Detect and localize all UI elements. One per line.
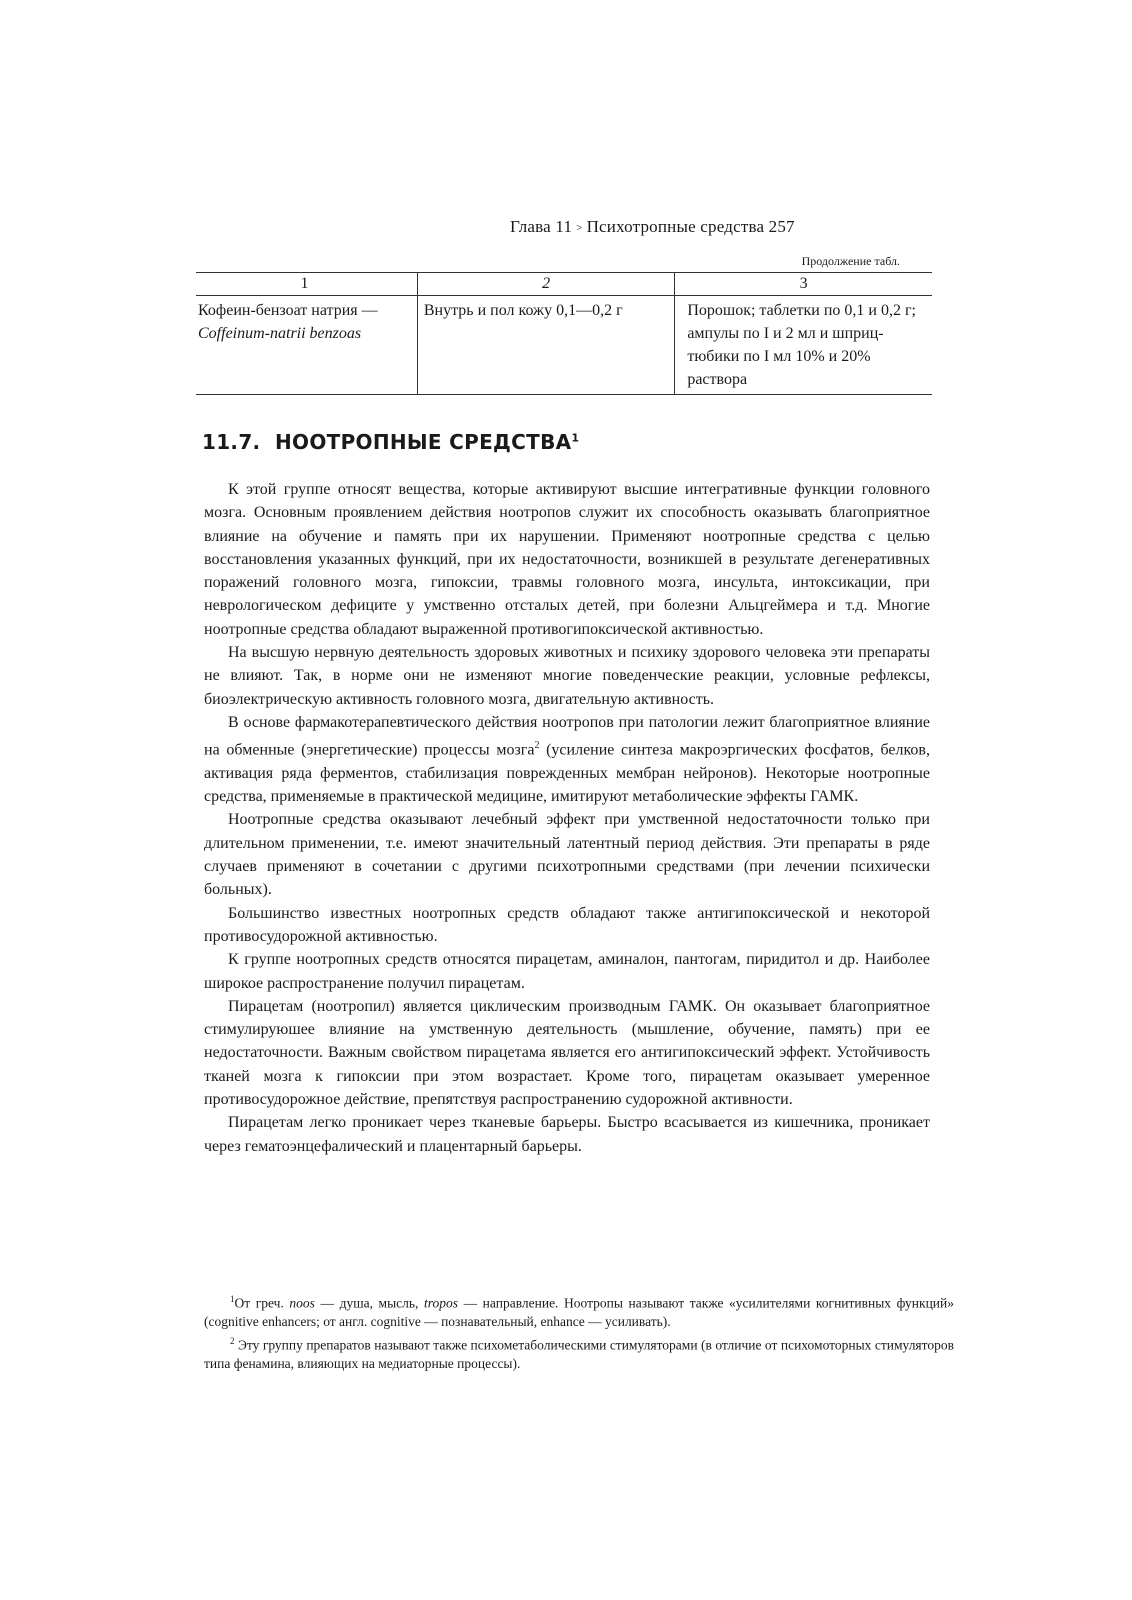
footnote-2: $^2$ Эту группу препаратов называют также психометаболическими стимуляторами (в отличие от психомоторных стимуляторов типа фенамина, влияющих на медиаторные процессы).	[204, 1335, 954, 1371]
drug-name-cell	[196, 296, 417, 395]
paragraph: В основе фармакотерапевтического действия ноотропов при патологии лежит благоприятное влияние на обменные (энергетические) процессы мозга$^2$ (усиление синтеза макроэргических фосфатов, белков, активация ряда ферментов, стабилизация поврежденных мембран нейронов). Некоторые ноотропные средства, применяемые в практической медицине, имитируют метаболические эффекты ГАМК.	[204, 713, 930, 806]
page-number: 257	[768, 217, 795, 236]
running-head	[510, 217, 795, 237]
drug-name: Кофеин-бензоат натрия —	[198, 302, 378, 319]
column-header-1: 1	[196, 273, 417, 296]
column-header-3: 3	[675, 273, 932, 296]
paragraph: К этой группе относят вещества, которые активируют высшие интегративные функции головного мозга. Основным проявлением действия ноотропов служит их способность оказывать благоприятное влияние на обучение и память при их нарушении. Применяют ноотропные средства с целью восстановления указанных функций, при их недостаточности, возникшей в результате дегенеративных поражений головного мозга, гипоксии, травмы головного мозга, инсульта, интоксикации, при неврологическом дефиците у умственно отсталых детей, при болезни Альцгеймера и т.д. Многие ноотропные средства обладают выраженной противогипоксической активностью.	[204, 481, 930, 638]
footnotes	[204, 1290, 954, 1373]
paragraph: Большинство известных ноотропных средств обладают также антигипоксической и некоторой противосудорожной активностью.	[204, 904, 930, 945]
paragraph: Пирацетам (ноотропил) является циклическим производным ГАМК. Он оказывает благоприятное стимулируюшее влияние на умственную деятельность (мышление, обучение, память) при ее недостаточности. Важным свойством пирацетама является его антигипоксический эффект. Устойчивость тканей мозга к гипоксии при этом возрастает. Кроме того, пирацетам оказывает умеренное противосудорожное действие, препятствуя распространению судорожной активности.	[204, 997, 930, 1109]
body-text	[204, 478, 930, 1158]
dosage-cell: Внутрь и пол кожу 0,1—0,2 г	[417, 296, 674, 395]
section-title: НООТРОПНЫЕ СРЕДСТВА	[274, 430, 572, 454]
paragraph: На высшую нервную деятельность здоровых животных и психику здорового человека эти препараты не влияют. Так, в норме они не изменяют многие поведенческие реакции, условные рефлексы, биоэлектрическую активность головного мозга, двигательную активность.	[204, 644, 930, 708]
column-header-2: 2	[417, 273, 674, 296]
drug-latin-name: Coffeinum-natrii benzoas	[198, 325, 362, 342]
footnote-ref-2: 2	[534, 740, 540, 752]
release-form-cell: Порошок; таблетки по 0,1 и 0,2 г; ампулы по I и 2 мл и шприц-тюбики по I мл 10% и 20% раствора	[675, 296, 932, 395]
section-heading	[202, 430, 579, 454]
section-number: 11.7.	[202, 430, 261, 454]
chapter-title: Психотропные средства	[586, 217, 765, 236]
table-row	[196, 296, 932, 395]
drug-table	[196, 272, 932, 395]
paragraph: Пирацетам легко проникает через тканевые барьеры. Быстро всасывается из кишечника, проникает через гематоэнцефалический и плацентарный барьеры.	[204, 1114, 930, 1155]
footnote-1: $^1$От греч. noos — душа, мысль, tropos — направление. Ноотропы называют также «усилителями когнитивных функций» (cognitive enhancers; от англ. cognitive — познавательный, enhance — усиливать).	[204, 1294, 955, 1329]
footnote-ref-1: 1	[571, 431, 580, 445]
chevron-right-icon: >	[576, 222, 583, 234]
chapter-label: Глава 11	[510, 217, 573, 236]
table-continuation-label: Продолжение табл.	[801, 254, 900, 268]
paragraph: К группе ноотропных средств относятся пирацетам, аминалон, пантогам, пиридитол и др. Наиболее широкое распространение получил пирацетам.	[204, 951, 930, 992]
table-header-row	[196, 273, 932, 296]
paragraph: Ноотропные средства оказывают лечебный эффект при умственной недостаточности только при длительном применении, т.е. имеют значительный латентный период действия. Эти препараты в ряде случаев применяют в сочетании с другими психотропными средствами (при лечении психически больных).	[204, 811, 930, 899]
